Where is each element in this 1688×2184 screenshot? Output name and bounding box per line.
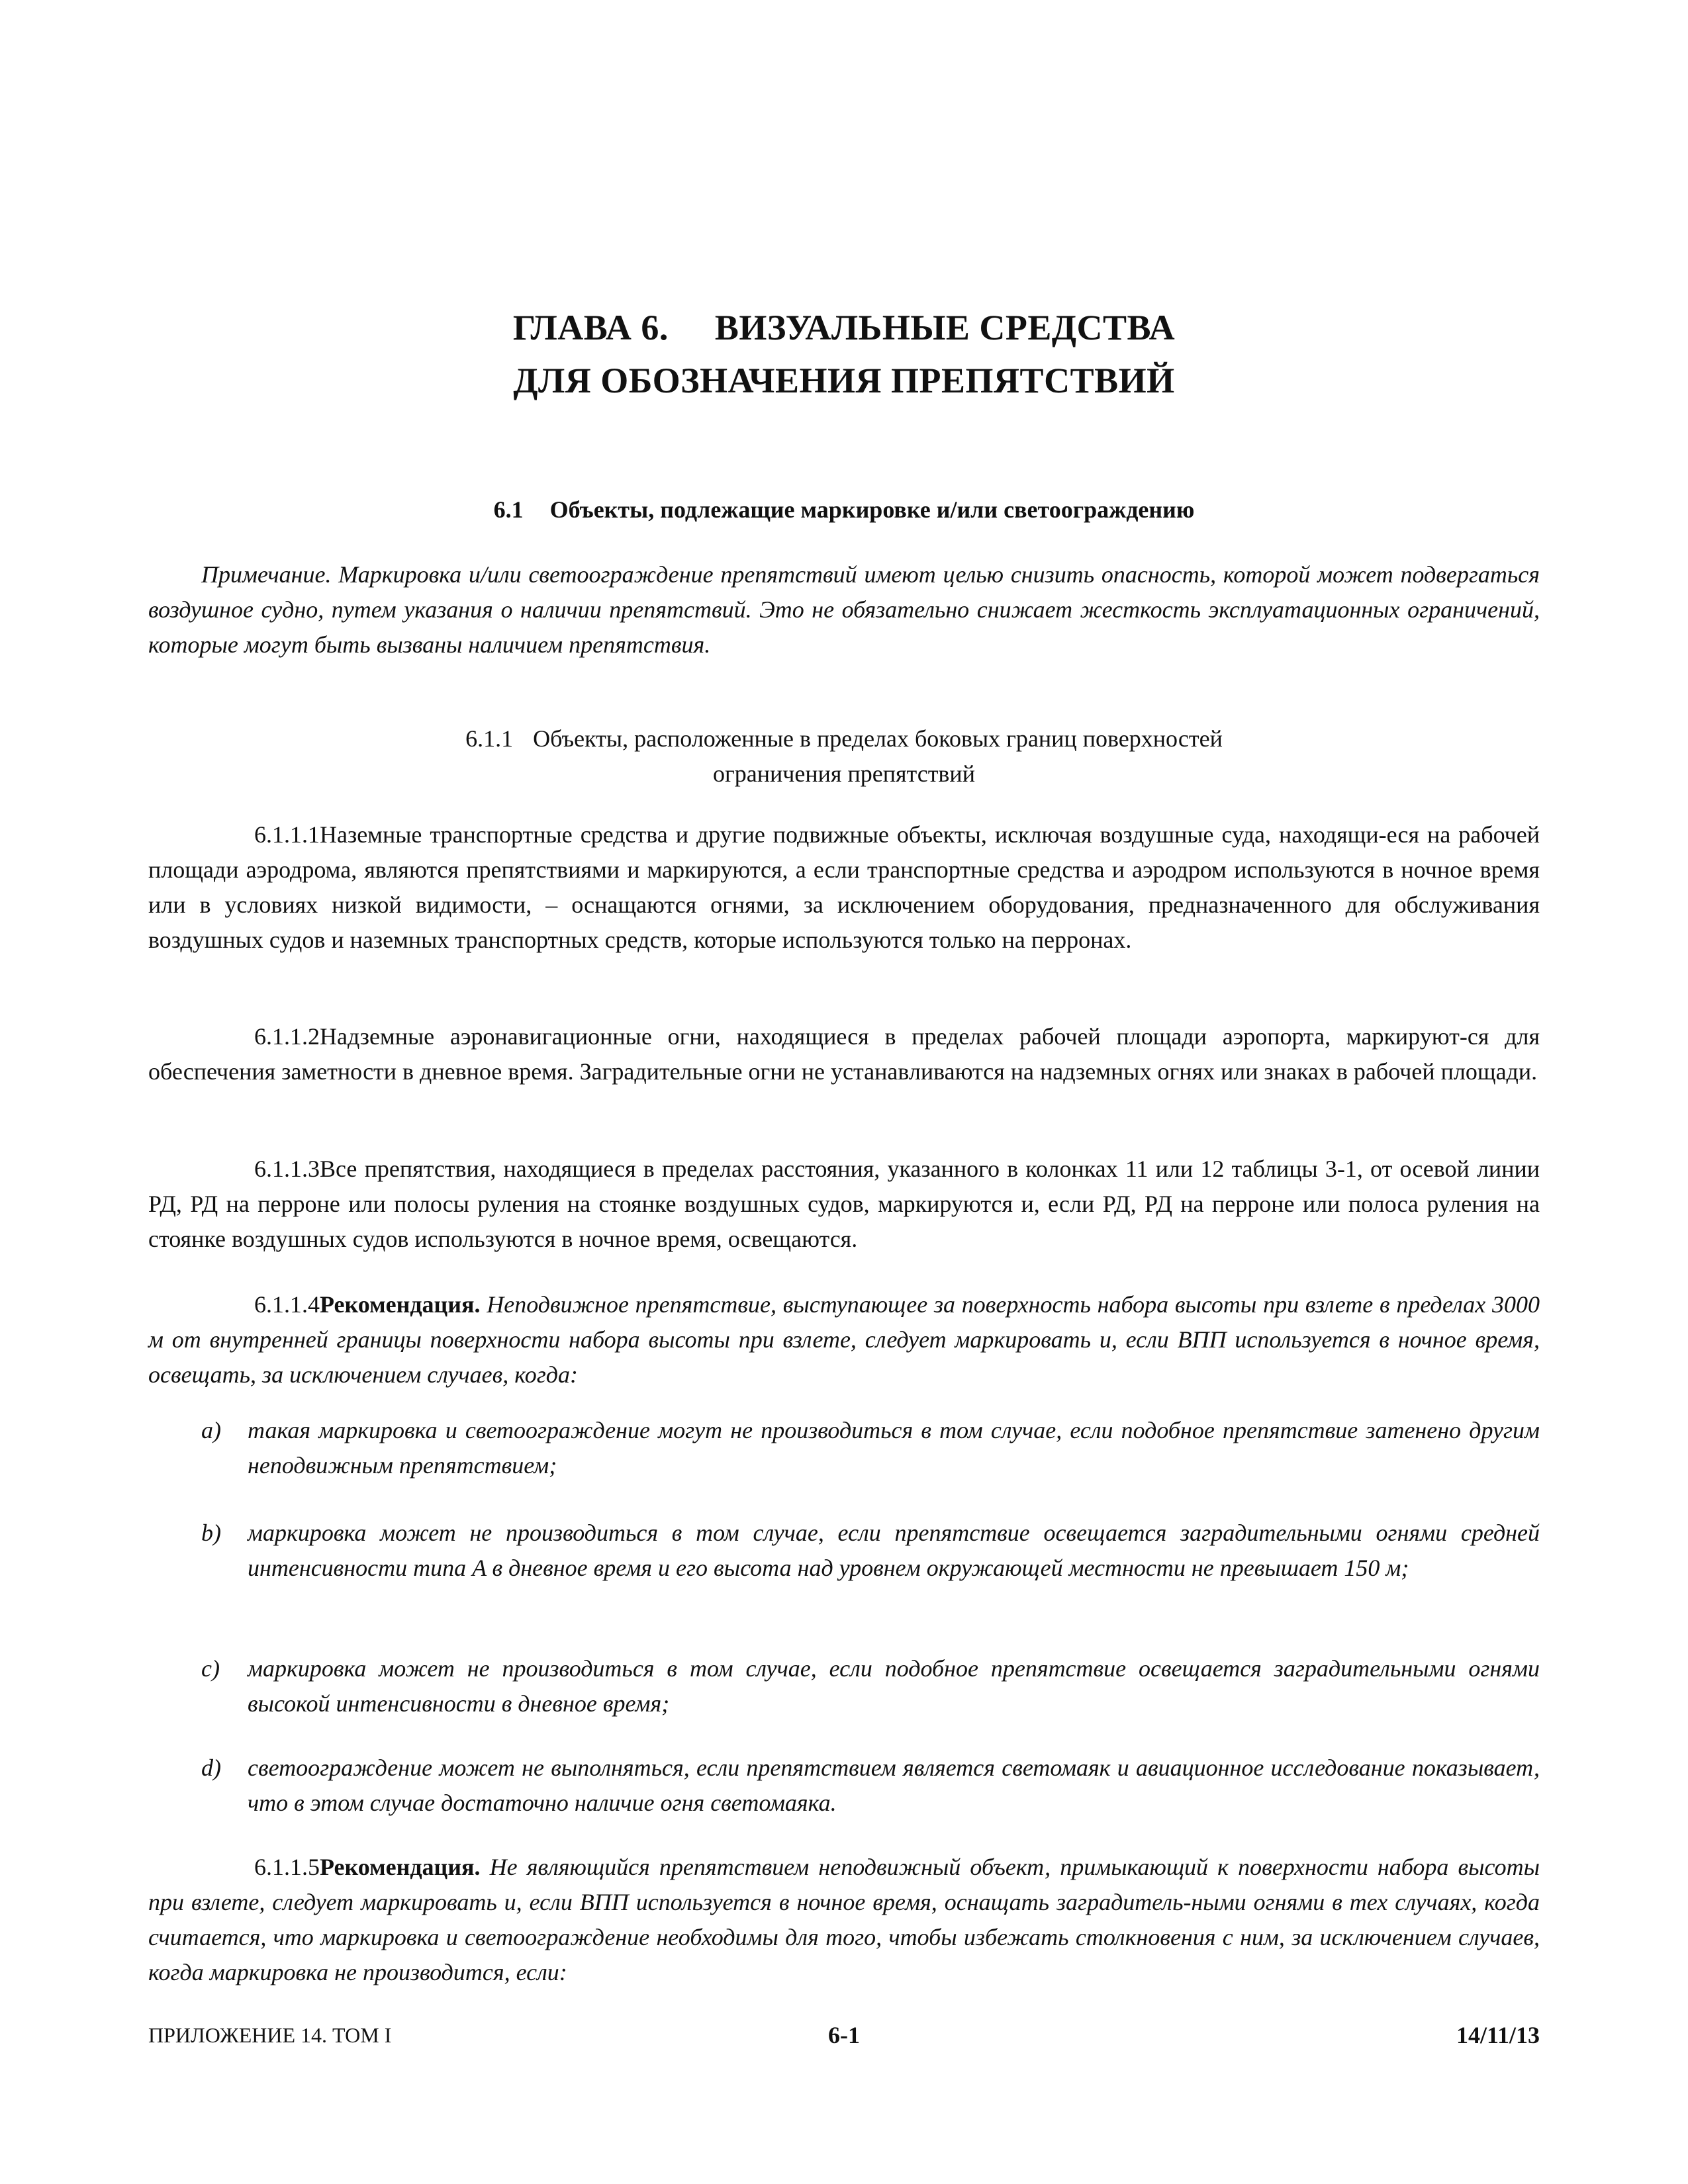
list-item-b — [148, 1516, 1540, 1586]
list-item-label: a) — [201, 1417, 221, 1443]
subsection-number: 6.1.1 — [465, 725, 514, 752]
paragraph-text: Не являющийся препятствием неподвижный объект, примыкающий к поверхности набора высоты при взлете, следует маркировать и, если ВПП используется в ночное время, оснащать заградитель-ными огнями в тех случаях, когда считается, что маркировка и светоограждение необходимы для того, чтобы избежать столкновения с ним, за исключением случаев, когда маркировка не производится, если: — [148, 1854, 1540, 1985]
chapter-title — [0, 301, 1688, 407]
subsection-title-2: ограничения препятствий — [713, 760, 975, 787]
section-heading — [0, 493, 1688, 526]
paragraph-6-1-1-3 — [148, 1152, 1540, 1257]
paragraph-number: 6.1.1.2 — [254, 1023, 320, 1050]
subsection-heading — [0, 721, 1688, 792]
list-item-label: b) — [201, 1520, 221, 1546]
recommendation-label: Рекомендация. — [320, 1291, 481, 1318]
paragraph-6-1-1-4 — [148, 1287, 1540, 1392]
paragraph-text: Надземные аэронавигационные огни, находящиеся в пределах рабочей площади аэропорта, маркируют-ся для обеспечения заметности в дневное время. Заградительные огни не устанавливаются на надземных огнях или знаках в рабочей площади. — [148, 1023, 1540, 1085]
chapter-title-line-2: ДЛЯ ОБОЗНАЧЕНИЯ ПРЕПЯТСТВИЙ — [513, 361, 1175, 400]
paragraph-6-1-1-2 — [148, 1019, 1540, 1089]
recommendation-label: Рекомендация. — [320, 1854, 481, 1880]
list-item-text: маркировка может не производиться в том случае, если препятствие освещается заградительными огнями средней интенсивности типа A в дневное время и его высота над уровнем окружающей местности не превышает 150 м; — [248, 1520, 1540, 1581]
paragraph-text: Все препятствия, находящиеся в пределах расстояния, указанного в колонках 11 или 12 таблицы 3-1, от осевой линии РД, РД на перроне или полосы руления на стоянке воздушных судов, маркируются и, если РД, РД на перроне или полоса руления на стоянке воздушных судов используются в ночное время, освещаются. — [148, 1156, 1540, 1252]
section-title: Объекты, подлежащие маркировке и/или светоограждению — [549, 496, 1195, 523]
note-paragraph: Примечание. Маркировка и/или светоограждение препятствий имеют целью снизить опасность, которой может подвергаться воздушное судно, путем указания о наличии препятствий. Это не обязательно снижает жесткость эксплуатационных ограничений, которые могут быть вызваны наличием препятствия. — [148, 561, 1540, 658]
list-item-a — [148, 1413, 1540, 1483]
footer-annex-label: ПРИЛОЖЕНИЕ 14. ТОМ I — [148, 2023, 392, 2047]
subsection-heading-line-1 — [0, 721, 1688, 756]
list-item-label: c) — [201, 1655, 220, 1682]
chapter-title-line-1 — [0, 301, 1688, 354]
paragraph-number: 6.1.1.4 — [254, 1291, 320, 1318]
chapter-title-text: ВИЗУАЛЬНЫЕ СРЕДСТВА — [714, 308, 1176, 347]
paragraph-6-1-1-5 — [148, 1850, 1540, 1990]
paragraph-number: 6.1.1.1 — [254, 821, 320, 848]
list-item-text: светоограждение может не выполняться, если препятствием является светомаяк и авиационное исследование показывает, что в этом случае достаточно наличие огня светомаяка. — [248, 1754, 1540, 1816]
list-item-c — [148, 1651, 1540, 1721]
section-number: 6.1 — [493, 496, 524, 523]
footer-date: 14/11/13 — [1456, 2022, 1540, 2048]
footer-page-number: 6-1 — [828, 2022, 860, 2048]
paragraph-text: Наземные транспортные средства и другие подвижные объекты, исключая воздушные суда, находящи-еся на рабочей площади аэродрома, являются препятствиями и маркируются, а если транспортные средства и аэродром используются в ночное время или в условиях низкой видимости, – оснащаются огнями, за исключением оборудования, предназначенного для обслуживания воздушных судов и наземных транспортных средств, которые используются только на перронах. — [148, 821, 1540, 953]
paragraph-text: Неподвижное препятствие, выступающее за поверхность набора высоты при взлете в пределах 3000 м от внутренней границы поверхности набора высоты при взлете, следует маркировать и, если ВПП используется в ночное время, освещать, за исключением случаев, когда: — [148, 1291, 1540, 1388]
list-item-label: d) — [201, 1754, 221, 1781]
paragraph-6-1-1-1 — [148, 817, 1540, 958]
paragraph-number: 6.1.1.3 — [254, 1156, 320, 1182]
list-item-text: маркировка может не производиться в том случае, если подобное препятствие освещается заградительными огнями высокой интенсивности в дневное время; — [248, 1655, 1540, 1717]
list-item-text: такая маркировка и светоограждение могут не производиться в том случае, если подобное препятствие затенено другим неподвижным препятствием; — [248, 1417, 1540, 1479]
list-item-d — [148, 1751, 1540, 1821]
subsection-title-1: Объекты, расположенные в пределах боковых границ поверхностей — [533, 725, 1223, 752]
chapter-number: ГЛАВА 6. — [512, 308, 669, 347]
paragraph-number: 6.1.1.5 — [254, 1854, 320, 1880]
